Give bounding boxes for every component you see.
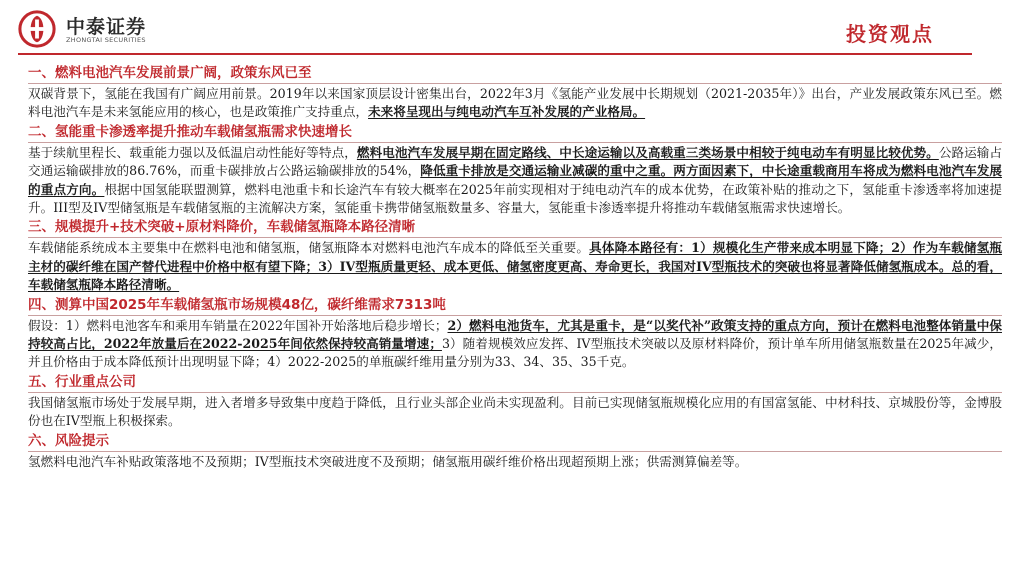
section	[28, 64, 1002, 122]
paragraph-text: 公路运输占交通运输碳排放的86.76%，而重卡碳排放占公路运输碳排放的54%，	[28, 144, 1003, 179]
page-title: 投资观点	[846, 22, 934, 46]
page-header	[0, 0, 1024, 56]
section	[28, 123, 1002, 218]
paragraph-text: 氢燃料电池汽车补贴政策落地不及预期；IV型瓶技术突破进度不及预期；储氢瓶用碳纤维价格出现超预期上涨；供需测算偏差等。	[28, 453, 748, 469]
emphasis-text: 未来将呈现出与纯电动汽车互补发展的产业格局。	[368, 104, 646, 120]
section-title: 六、风险提示	[28, 432, 1002, 452]
section	[28, 373, 1002, 431]
company-logo	[18, 10, 218, 50]
section-title: 二、氢能重卡渗透率提升推动车载储氢瓶需求快速增长	[28, 123, 1002, 143]
section-title: 一、燃料电池汽车发展前景广阔，政策东风已至	[28, 64, 1002, 84]
section-title: 五、行业重点公司	[28, 373, 1002, 393]
emphasis-text: 2）燃料电池货车，尤其是重卡，是“以奖代补”政策支持的重点方向，预计在燃料电池整体销量中保持较高占比，2022年放量后在2022-2025年间依然保持较高销量增速；	[28, 317, 1002, 352]
paragraph-text: 我国储氢瓶市场处于发展早期，进入者增多导致集中度趋于降低，且行业头部企业尚未实现盈利。目前已实现储氢瓶规模化应用的有国富氢能、中材科技、京城股份等，金博股份也在IV型瓶上积极探索。	[28, 394, 1002, 429]
logo-english-name: ZHONGTAI SECURITIES	[66, 36, 146, 44]
section-paragraph	[28, 144, 1002, 218]
section	[28, 432, 1002, 471]
section	[28, 218, 1002, 294]
paragraph-text: 双碳背景下，氢能在我国有广阔应用前景。2019年以来国家顶层设计密集出台，2022年3月《氢能产业发展中长期规划（2021-2035年）》出台，产业发展政策东风已至。燃料电池汽车是未来氢能应用的核心，也是政策推广支持重点，	[28, 86, 1002, 120]
emphasis-text: 具体降本路径有：1）规模化生产带来成本明显下降；2）作为车载储氢瓶主材的碳纤维在国产替代进程中价格中枢有望下降；3）IV型瓶质量更轻、成本更低、储氢密度更高、寿命更长，我国对IV型瓶技术的突破也将显著降低储氢瓶成本。总的看，车载储氢瓶降本路径清晰。	[28, 240, 1003, 293]
section-title: 四、测算中国2025年车载储氢瓶市场规模48亿，碳纤维需求7313吨	[28, 296, 1002, 316]
section-paragraph	[28, 85, 1002, 122]
report-body	[28, 64, 1002, 472]
section-paragraph	[28, 453, 1002, 471]
logo-chinese-name: 中泰证券	[66, 16, 147, 38]
paragraph-text: 假设：1）燃料电池客车和乘用车销量在2022年国补开始落地后稳步增长；	[28, 317, 448, 333]
paragraph-text: 基于续航里程长、载重能力强以及低温启动性能好等特点，	[28, 144, 357, 160]
section	[28, 296, 1002, 372]
paragraph-text: 根据中国氢能联盟测算，燃料电池重卡和长途汽车有较大概率在2025年前实现相对于纯电动汽车的成本优势，在政策补贴的推动之下，氢能重卡渗透率将加速提升。III型及IV型储氢瓶是车载储氢瓶的主流解决方案，氢能重卡携带储氢瓶数量多、容量大，氢能重卡渗透率提升将推动车载储氢瓶需求快速增长。	[28, 181, 1002, 216]
section-paragraph	[28, 317, 1002, 372]
section-paragraph	[28, 394, 1002, 431]
zhongtai-logo-icon	[18, 10, 56, 48]
paragraph-text: 车载储能系统成本主要集中在燃料电池和储氢瓶，储氢瓶降本对燃料电池汽车成本的降低至关重要。	[28, 240, 590, 256]
header-divider	[18, 53, 972, 55]
paragraph-text: 3）随着规模效应发挥、IV型瓶技术突破以及原材料降价，预计单车所用储氢瓶数量在2025年减少，并且价格由于成本降低预计出现明显下降；4）2022-2025的单瓶碳纤维用量分别为33、34、35、35千克。	[28, 336, 1002, 370]
section-paragraph	[28, 239, 1002, 294]
section-title: 三、规模提升+技术突破+原材料降价，车载储氢瓶降本路径清晰	[28, 218, 1002, 238]
emphasis-text: 降低重卡排放是交通运输业减碳的重中之重。两方面因素下，中长途重载商用车将成为燃料电池汽车发展的重点方向。	[28, 163, 1003, 197]
emphasis-text: 燃料电池汽车发展早期在固定路线、中长途运输以及高载重三类场景中相较于纯电动车有明显比较优势。	[356, 144, 939, 160]
